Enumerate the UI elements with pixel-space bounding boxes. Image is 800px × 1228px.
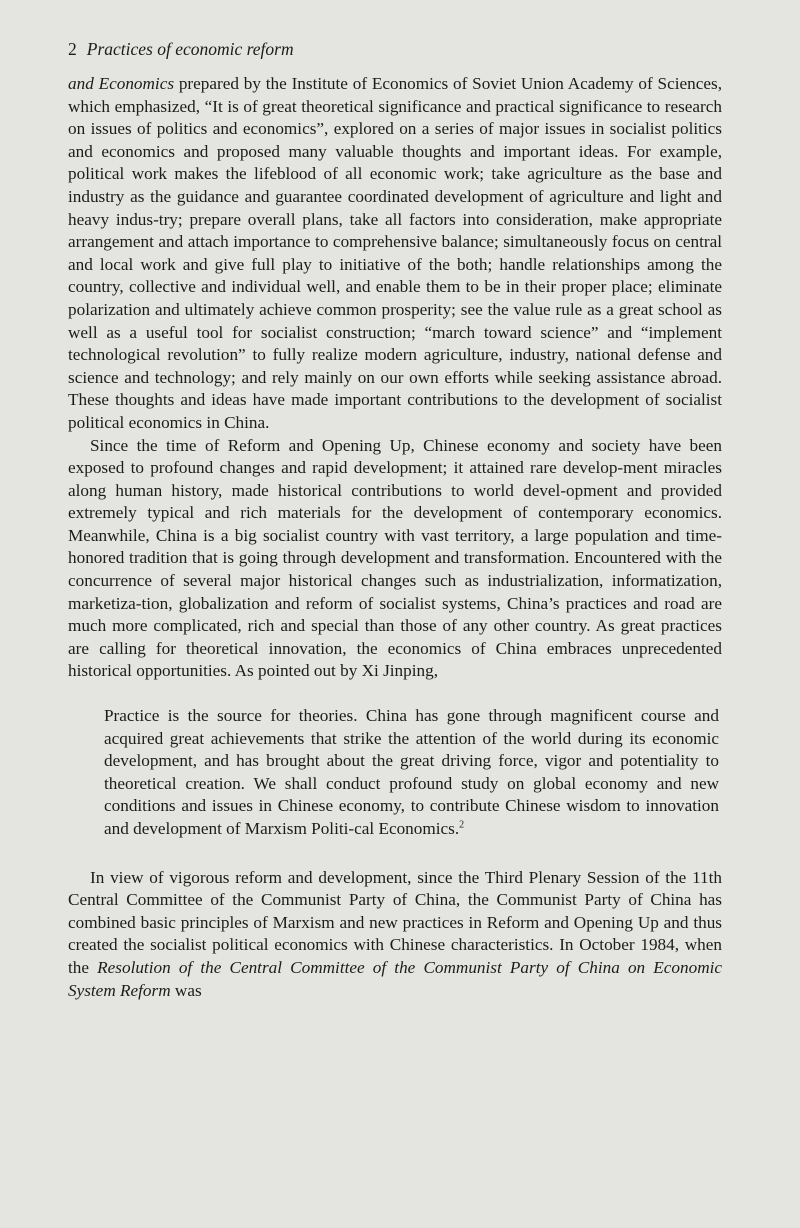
- resolution-title: Resolution of the Central Committee of the Communist Party of China on Economic System Reform: [68, 957, 723, 1000]
- paragraph-1-text: prepared by the Institute of Economics of Soviet Union Academy of Sciences, which emphasized, “It is of great theoretical significance and practical significance to research on issues of politics and economics”, explored on a series of major issues in socialist politics and economics and proposed many valuable thoughts and important ideas. For example, political work makes the lifeblood of all economic work; take agriculture as the base and industry as the guidance and guarantee coordinated development of agriculture and light and heavy indus-try; prepare overall plans, take all factors into consideration, make appropriate arrangement and attach importance to comprehensive balance; simultaneously focus on central and local work and give full play to initiative of the both; handle relationships among the country, collective and individual well, and enable them to be in their proper place; eliminate polarization and ultimately achieve common prosperity; see the value rule as a great school as well as a useful tool for socialist construction; “march toward science” and “implement technological revolution” to fully realize modern agriculture, industry, national defense and science and technology; and rely mainly on our own efforts while seeking assistance abroad. These thoughts and ideas have made important contributions to the development of socialist political economics in China.: [68, 74, 722, 432]
- running-head-title: Practices of economic reform: [86, 39, 294, 59]
- paragraph-third-plenary-session: [68, 867, 722, 1003]
- paragraph-3-end: was: [170, 980, 202, 1000]
- paragraph-3-text: In view of vigorous reform and development, since the Third Plenary Session of the 11th Central Committee of the Communist Party of China, the Communist Party of China has combined basic principles of Marxism and new practices in Reform and Opening Up and thus created the socialist political economics with Chinese characteristics. In October 1984, when the: [68, 867, 722, 977]
- footnote-reference[interactable]: 2: [459, 819, 465, 831]
- quotation-text: Practice is the source for theories. China has gone through magnificent course and acquired great achievements that strike the attention of the world during its economic development, and has brought about the great driving force, vigor and potentiality to theoretical creation. We shall conduct profound study on global economy and new conditions and issues in Chinese economy, to contribute Chinese wisdom to innovation and development of Marxism Politi-cal Economics.: [104, 706, 719, 838]
- book-title-fragment: and Economics: [68, 74, 175, 93]
- block-quotation: [104, 705, 719, 841]
- paragraph-2-text: Since the time of Reform and Opening Up, Chinese economy and society have been exposed to profound changes and rapid development; it attained rare develop-ment miracles along human history, made historical contributions to world devel-opment and provided extremely typical and rich materials for the development of contemporary economics. Meanwhile, China is a big socialist country with vast territory, a large population and time-honored tradition that is going through development and transformation. Encountered with the concurrence of several major historical changes such as industrialization, informatization, marketiza-tion, globalization and reform of socialist systems, China’s practices and road are much more complicated, rich and special than those of any other country. As great practices are calling for theoretical innovation, the economics of China embraces unprecedented historical opportunities. As pointed out by Xi Jinping,: [68, 435, 722, 681]
- paragraph-reform-opening-up: [68, 435, 722, 684]
- running-head: [68, 38, 722, 60]
- page-number: 2: [68, 39, 77, 59]
- paragraph-continuation: [68, 73, 722, 435]
